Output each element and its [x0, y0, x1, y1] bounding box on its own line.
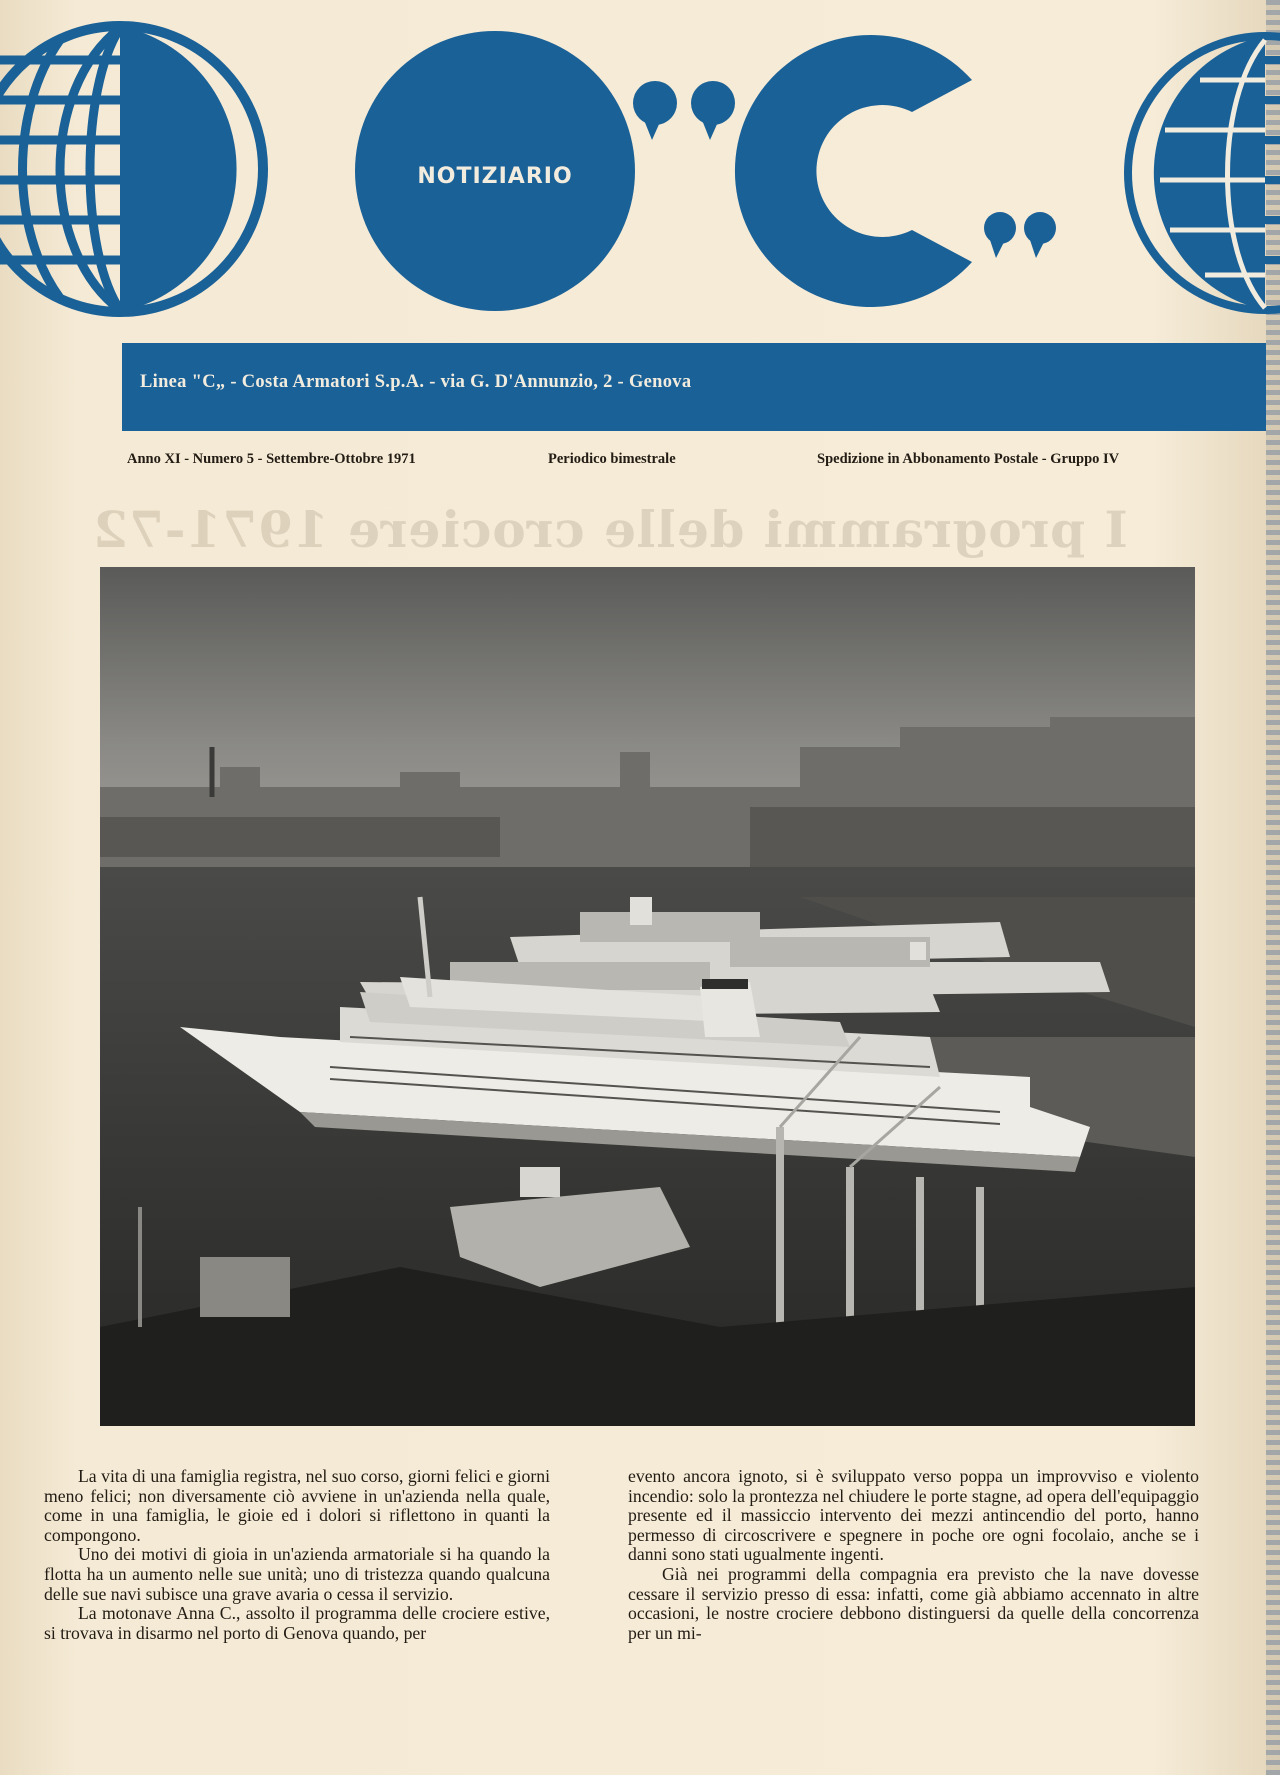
harbor-photo — [100, 567, 1195, 1426]
publication-frequency: Periodico bimestrale — [548, 451, 676, 467]
notiziario-label: NOTIZIARIO — [417, 164, 573, 189]
closing-quote-marks — [984, 212, 1056, 258]
masthead-logo — [0, 0, 1280, 340]
left-globe-icon — [0, 26, 263, 312]
big-c-letter — [735, 35, 972, 307]
publisher-address: Linea "C„ - Costa Armatori S.p.A. - via G. D'Annunzio, 2 - Genova — [140, 372, 692, 392]
masthead — [0, 0, 1280, 340]
publisher-band — [122, 343, 1266, 431]
article-right-column — [628, 1467, 1199, 1643]
ghost-show-through-text: I programmi delle crociere 1971-72 — [92, 500, 1128, 559]
right-globe-icon — [1128, 36, 1280, 310]
article-left-column — [44, 1467, 550, 1643]
article-paragraph: evento ancora ignoto, si è sviluppato verso poppa un improvviso e violento incendio: solo la prontezza nel chiudere le porte stagne, ad opera dell'equipaggio presente ed il massiccio intervento dei mezzi antincendio del porto, hanno permesso di circoscrivere e spegnere in poche ore ogni focolaio, anche se i danni sono stati ugualmente ingenti. — [628, 1466, 1199, 1565]
article-paragraph: La vita di una famiglia registra, nel suo corso, giorni felici e giorni meno felici; non diversamente ciò avviene in un'azienda nella quale, come in una famiglia, le gioie ed i dolori si riflettono in quanti la compongono. — [44, 1466, 550, 1545]
postal-info: Spedizione in Abbonamento Postale - Gruppo IV — [817, 451, 1120, 467]
article-paragraph: Uno dei motivi di gioia in un'azienda armatoriale si ha quando la flotta ha un aumento nelle sue unità; uno di tristezza quando qualcuna delle sue navi subisce una grave avaria o cessa il servizio. — [44, 1544, 550, 1604]
opening-quote-marks — [633, 81, 735, 140]
article-paragraph: La motonave Anna C., assolto il programma delle crociere estive, si trovava in disarmo nel porto di Genova quando, per — [44, 1603, 550, 1643]
issue-number: Anno XI - Numero 5 - Settembre-Ottobre 1971 — [127, 451, 416, 467]
harbor-photo-illustration — [100, 567, 1195, 1426]
article-paragraph: Già nei programmi della compagnia era previsto che la nave dovesse cessare il servizio presso di essa: infatti, come già abbiamo accennato in altre occasioni, le nostre crociere debbono distinguersi da quelle della concorrenza per un mi- — [628, 1563, 1199, 1643]
